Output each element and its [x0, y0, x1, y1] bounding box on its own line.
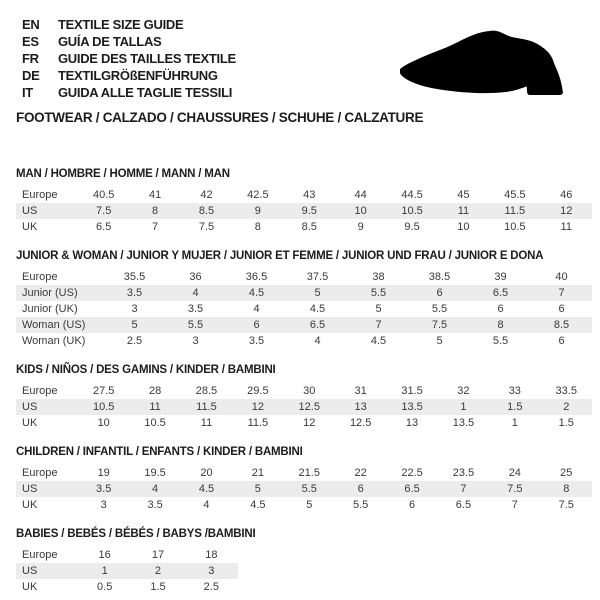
size-cell: 3.5: [165, 301, 226, 317]
size-cell: 6.5: [386, 481, 437, 497]
size-cell: 1: [78, 563, 131, 579]
size-cell: 4.5: [226, 285, 287, 301]
size-cell: 5.5: [409, 301, 470, 317]
size-cell: 41: [129, 187, 180, 203]
size-cell: 1: [489, 415, 540, 431]
size-cell: 6: [226, 317, 287, 333]
size-cell: 8: [470, 317, 531, 333]
row-label: US: [16, 399, 78, 415]
size-cell: 3.5: [129, 497, 180, 513]
size-cell: 40: [531, 269, 592, 285]
language-label: GUÍA DE TALLAS: [58, 34, 162, 49]
size-cell: 13: [386, 415, 437, 431]
size-cell: 4.5: [181, 481, 232, 497]
size-cell: 8: [232, 219, 283, 235]
size-cell: 11.5: [232, 415, 283, 431]
size-cell: 19.5: [129, 465, 180, 481]
size-cell: 0.5: [78, 579, 131, 595]
size-cell: 39: [470, 269, 531, 285]
size-cell: 6.5: [470, 285, 531, 301]
size-cell: 10: [78, 415, 129, 431]
size-table-man: [16, 187, 592, 235]
size-cell: 12: [284, 415, 335, 431]
row-label: Europe: [16, 269, 104, 285]
size-cell: 5.5: [284, 481, 335, 497]
size-cell: 31: [335, 383, 386, 399]
size-cell: 7.5: [541, 497, 592, 513]
size-cell: 42: [181, 187, 232, 203]
size-cell: 20: [181, 465, 232, 481]
size-table-children: [16, 465, 592, 513]
size-cell: 8.5: [284, 219, 335, 235]
size-cell: 1.5: [489, 399, 540, 415]
size-cell: 7.5: [78, 203, 129, 219]
size-cell: 5: [409, 333, 470, 349]
table-title-children: CHILDREN / INFANTIL / ENFANTS / KINDER / BAMBINI: [16, 446, 303, 458]
size-cell: 10: [438, 219, 489, 235]
row-label: UK: [16, 415, 78, 431]
size-cell: 1.5: [541, 415, 592, 431]
size-cell: 36.5: [226, 269, 287, 285]
category-heading: FOOTWEAR / CALZADO / CHAUSSURES / SCHUHE / CALZATURE: [16, 110, 424, 125]
size-cell: 33: [489, 383, 540, 399]
dress-shoe-icon: [398, 28, 576, 100]
size-cell: 10.5: [489, 219, 540, 235]
size-cell: 5.5: [348, 285, 409, 301]
row-label: UK: [16, 579, 78, 595]
size-cell: 30: [284, 383, 335, 399]
size-table-header-row: [16, 187, 592, 203]
size-cell: 18: [185, 547, 238, 563]
size-cell: 33.5: [541, 383, 592, 399]
size-cell: 4.5: [348, 333, 409, 349]
size-cell: 11: [129, 399, 180, 415]
size-cell: 44: [335, 187, 386, 203]
row-label: US: [16, 481, 78, 497]
size-cell: 7: [438, 481, 489, 497]
size-cell: 5: [284, 497, 335, 513]
size-cell: 7.5: [181, 219, 232, 235]
size-cell: 35.5: [104, 269, 165, 285]
size-cell: 8: [129, 203, 180, 219]
size-cell: 24: [489, 465, 540, 481]
size-cell: 3: [185, 563, 238, 579]
row-label: Europe: [16, 547, 78, 563]
size-table-row: [16, 317, 592, 333]
size-cell: 11.5: [489, 203, 540, 219]
size-table-row: [16, 415, 592, 431]
size-table-row: [16, 579, 238, 595]
language-code: DE: [22, 68, 40, 83]
size-cell: 4: [165, 285, 226, 301]
table-title-junior-woman: JUNIOR & WOMAN / JUNIOR Y MUJER / JUNIOR ET FEMME / JUNIOR UND FRAU / JUNIOR E DONA: [16, 250, 544, 262]
size-table-row: [16, 219, 592, 235]
size-cell: 44.5: [386, 187, 437, 203]
size-cell: 2: [541, 399, 592, 415]
size-cell: 45: [438, 187, 489, 203]
size-cell: 10: [335, 203, 386, 219]
size-cell: 13.5: [386, 399, 437, 415]
size-cell: 28: [129, 383, 180, 399]
size-cell: 5.5: [335, 497, 386, 513]
size-cell: 27.5: [78, 383, 129, 399]
size-cell: 5: [104, 317, 165, 333]
size-cell: 9.5: [284, 203, 335, 219]
size-cell: 12.5: [284, 399, 335, 415]
size-cell: 10.5: [129, 415, 180, 431]
size-table-row: [16, 285, 592, 301]
size-cell: 8.5: [531, 317, 592, 333]
size-table-row: [16, 481, 592, 497]
language-code: EN: [22, 17, 40, 32]
size-cell: 12: [232, 399, 283, 415]
size-table-header-row: [16, 465, 592, 481]
size-table-row: [16, 399, 592, 415]
size-cell: 3.5: [78, 481, 129, 497]
size-cell: 9: [232, 203, 283, 219]
size-table-header-row: [16, 547, 238, 563]
size-cell: 2.5: [185, 579, 238, 595]
size-cell: 8: [541, 481, 592, 497]
row-label: US: [16, 203, 78, 219]
size-cell: 8.5: [181, 203, 232, 219]
size-cell: 6: [531, 301, 592, 317]
row-label: Europe: [16, 187, 78, 203]
size-table-header-row: [16, 269, 592, 285]
size-cell: 13.5: [438, 415, 489, 431]
language-label: TEXTILGRÖßENFÜHRUNG: [58, 68, 218, 83]
table-title-man: MAN / HOMBRE / HOMME / MANN / MAN: [16, 168, 230, 180]
size-cell: 4: [226, 301, 287, 317]
size-cell: 4.5: [287, 301, 348, 317]
size-cell: 9: [335, 219, 386, 235]
size-cell: 46: [541, 187, 592, 203]
size-cell: 11: [438, 203, 489, 219]
size-cell: 4.5: [232, 497, 283, 513]
size-cell: 6: [531, 333, 592, 349]
size-table-row: [16, 203, 592, 219]
section-babies: [16, 528, 592, 595]
size-cell: 36: [165, 269, 226, 285]
size-cell: 4: [181, 497, 232, 513]
size-table-row: [16, 301, 592, 317]
size-cell: 7: [531, 285, 592, 301]
size-cell: 2.5: [104, 333, 165, 349]
size-cell: 3.5: [226, 333, 287, 349]
size-cell: 43: [284, 187, 335, 203]
size-cell: 28.5: [181, 383, 232, 399]
row-label: UK: [16, 497, 78, 513]
size-cell: 31.5: [386, 383, 437, 399]
section-junior-woman: [16, 250, 592, 349]
size-cell: 4: [287, 333, 348, 349]
size-table-babies: [16, 547, 238, 595]
row-label: Europe: [16, 465, 78, 481]
size-cell: 11: [181, 415, 232, 431]
row-label: Junior (UK): [16, 301, 104, 317]
size-cell: 3.5: [104, 285, 165, 301]
size-cell: 5: [348, 301, 409, 317]
size-cell: 6.5: [78, 219, 129, 235]
size-cell: 7.5: [489, 481, 540, 497]
size-cell: 29.5: [232, 383, 283, 399]
size-table-header-row: [16, 383, 592, 399]
size-cell: 7: [489, 497, 540, 513]
size-cell: 12: [541, 203, 592, 219]
size-cell: 40.5: [78, 187, 129, 203]
size-table-row: [16, 497, 592, 513]
language-code: FR: [22, 51, 39, 66]
size-cell: 16: [78, 547, 131, 563]
size-cell: 11: [541, 219, 592, 235]
size-cell: 10.5: [386, 203, 437, 219]
size-cell: 13: [335, 399, 386, 415]
size-table-kids: [16, 383, 592, 431]
size-cell: 6: [386, 497, 437, 513]
size-cell: 3: [104, 301, 165, 317]
language-label: TEXTILE SIZE GUIDE: [58, 17, 184, 32]
row-label: US: [16, 563, 78, 579]
size-cell: 1.5: [131, 579, 184, 595]
section-children: [16, 446, 592, 513]
language-label: GUIDA ALLE TAGLIE TESSILI: [58, 85, 233, 100]
row-label: Woman (US): [16, 317, 104, 333]
size-cell: 42.5: [232, 187, 283, 203]
row-label: Europe: [16, 383, 78, 399]
size-cell: 3: [78, 497, 129, 513]
language-code: IT: [22, 85, 33, 100]
size-cell: 38.5: [409, 269, 470, 285]
size-cell: 5.5: [165, 317, 226, 333]
section-kids: [16, 364, 592, 431]
size-cell: 22.5: [386, 465, 437, 481]
size-cell: 32: [438, 383, 489, 399]
size-cell: 1: [438, 399, 489, 415]
size-cell: 38: [348, 269, 409, 285]
size-cell: 25: [541, 465, 592, 481]
language-code: ES: [22, 34, 39, 49]
size-cell: 5: [232, 481, 283, 497]
row-label: Junior (US): [16, 285, 104, 301]
size-cell: 23.5: [438, 465, 489, 481]
size-cell: 6.5: [287, 317, 348, 333]
size-cell: 6.5: [438, 497, 489, 513]
size-table-row: [16, 333, 592, 349]
size-cell: 45.5: [489, 187, 540, 203]
size-cell: 5: [287, 285, 348, 301]
size-cell: 21: [232, 465, 283, 481]
size-cell: 37.5: [287, 269, 348, 285]
size-table-junior-woman: [16, 269, 592, 349]
size-cell: 2: [131, 563, 184, 579]
size-cell: 21.5: [284, 465, 335, 481]
language-label: GUIDE DES TAILLES TEXTILE: [58, 51, 236, 66]
size-cell: 11.5: [181, 399, 232, 415]
table-title-kids: KIDS / NIÑOS / DES GAMINS / KINDER / BAMBINI: [16, 364, 276, 376]
size-cell: 9.5: [386, 219, 437, 235]
row-label: Woman (UK): [16, 333, 104, 349]
size-cell: 7: [348, 317, 409, 333]
size-cell: 7.5: [409, 317, 470, 333]
size-cell: 6: [335, 481, 386, 497]
size-table-row: [16, 563, 238, 579]
size-cell: 22: [335, 465, 386, 481]
size-cell: 3: [165, 333, 226, 349]
table-title-babies: BABIES / BEBÉS / BÉBÉS / BABYS /BAMBINI: [16, 528, 256, 540]
section-man: [16, 168, 592, 235]
size-cell: 12.5: [335, 415, 386, 431]
size-cell: 4: [129, 481, 180, 497]
size-cell: 5.5: [470, 333, 531, 349]
size-cell: 10.5: [78, 399, 129, 415]
size-cell: 7: [129, 219, 180, 235]
size-cell: 6: [409, 285, 470, 301]
size-cell: 19: [78, 465, 129, 481]
size-cell: 17: [131, 547, 184, 563]
row-label: UK: [16, 219, 78, 235]
size-cell: 6: [470, 301, 531, 317]
